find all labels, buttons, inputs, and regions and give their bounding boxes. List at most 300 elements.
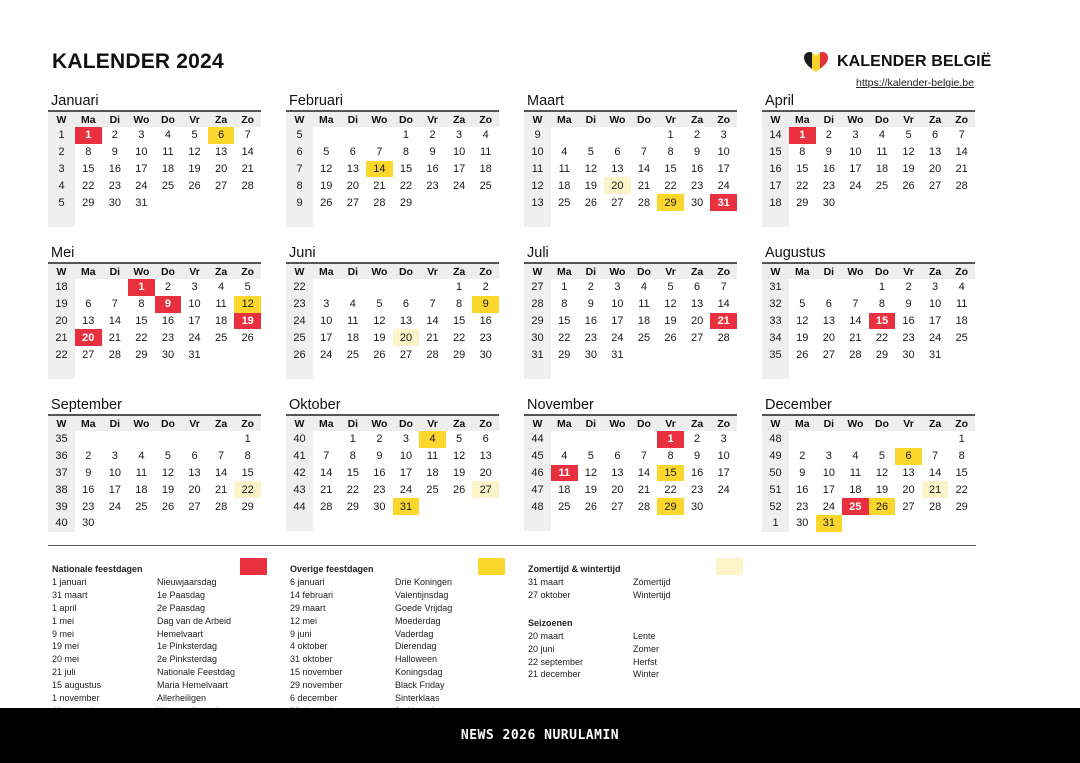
empty-cell	[472, 194, 499, 211]
weekday-header: Zo	[234, 111, 261, 127]
weekday-header: Vr	[419, 263, 446, 279]
day-cell: 9	[799, 466, 806, 479]
day-cell: 15	[955, 466, 968, 479]
day-cell: 14	[426, 314, 439, 327]
day-cell: 10	[822, 466, 835, 479]
weekday-header: Di	[102, 415, 129, 431]
day-cell: 12	[373, 314, 386, 327]
day-cell: 17	[822, 483, 835, 496]
empty-cell	[816, 279, 843, 296]
month-november	[524, 396, 737, 531]
day-cell: 15	[452, 314, 466, 327]
empty-cell	[842, 279, 869, 296]
weekday-header: Do	[393, 415, 420, 431]
day-cell: 31	[928, 348, 942, 361]
day-cell: 31	[816, 515, 843, 532]
day-cell: 20	[479, 466, 492, 479]
empty-cell	[393, 515, 420, 531]
weekday-header: Wo	[366, 263, 393, 279]
week-row	[48, 481, 261, 498]
empty-cell	[842, 211, 869, 227]
empty-cell	[155, 194, 182, 211]
weekday-header: Wo	[842, 415, 869, 431]
day-cell: 19	[452, 466, 466, 479]
legend-row	[52, 653, 267, 666]
week-number: 19	[48, 296, 75, 313]
week-row	[524, 329, 737, 346]
day-cell: 8	[349, 450, 356, 463]
legend-label: Black Friday	[395, 680, 445, 691]
weekday-header: Do	[155, 111, 182, 127]
day-cell: 1	[667, 129, 674, 142]
empty-cell	[551, 431, 578, 448]
weekday-header: Za	[922, 263, 949, 279]
week-number-header: W	[762, 415, 789, 431]
week-number: 28	[524, 296, 551, 313]
day-cell: 18	[161, 162, 175, 175]
day-cell: 6	[208, 127, 235, 144]
empty-cell	[842, 194, 869, 211]
day-cell: 6	[349, 146, 356, 159]
weekday-header: Di	[816, 415, 843, 431]
day-cell: 20	[902, 483, 915, 496]
time-change-swatch	[716, 558, 743, 575]
legend-label: Wintertijd	[633, 589, 671, 600]
legend-row	[290, 640, 505, 653]
belgian-flag-heart-icon	[803, 51, 829, 73]
day-cell: 25	[558, 196, 571, 209]
empty-cell	[102, 279, 129, 296]
empty-cell	[128, 363, 155, 379]
day-cell: 29	[452, 348, 466, 361]
weekday-header: Za	[922, 415, 949, 431]
empty-cell	[419, 498, 446, 515]
week-row	[762, 431, 975, 448]
week-row	[762, 481, 975, 498]
day-cell: 23	[822, 179, 835, 192]
week-number: 1	[762, 515, 789, 532]
day-cell: 12	[188, 146, 201, 159]
day-cell: 16	[108, 162, 121, 175]
empty-cell	[128, 431, 155, 448]
weekday-header: Zo	[472, 415, 499, 431]
day-cell: 16	[426, 162, 439, 175]
empty-cell	[551, 127, 578, 144]
day-cell: 10	[452, 146, 466, 159]
day-cell: 24	[108, 500, 121, 513]
day-cell: 28	[426, 348, 439, 361]
day-cell: 11	[162, 146, 174, 159]
week-number: 45	[524, 448, 551, 465]
empty-cell	[922, 515, 949, 532]
day-cell: 25	[479, 179, 492, 192]
week-number-header: W	[524, 263, 551, 279]
legend-row	[52, 589, 267, 602]
day-cell: 9	[905, 298, 912, 311]
weekday-header: Ma	[75, 263, 102, 279]
legend-date: 22 september	[528, 656, 584, 667]
legend-row	[52, 615, 267, 628]
empty-cell	[710, 363, 737, 379]
day-cell: 6	[932, 129, 939, 142]
empty-cell	[419, 194, 446, 211]
week-number: 14	[762, 127, 789, 144]
weekday-header: Zo	[472, 111, 499, 127]
legend-date: 1 april	[52, 602, 77, 613]
empty-cell	[419, 279, 446, 296]
day-cell: 29	[399, 196, 413, 209]
month-juni	[286, 244, 499, 379]
weekday-header: Wo	[128, 415, 155, 431]
empty-cell	[895, 363, 922, 379]
day-cell: 5	[191, 129, 198, 142]
day-cell: 19	[902, 162, 915, 175]
day-cell: 24	[822, 500, 835, 513]
legend-label: Goede Vrijdag	[395, 602, 453, 613]
empty-cell	[631, 211, 658, 227]
day-cell: 25	[346, 348, 359, 361]
day-cell: 13	[822, 314, 835, 327]
day-cell: 16	[584, 314, 597, 327]
day-cell: 20	[346, 179, 359, 192]
day-cell: 28	[717, 331, 730, 344]
weekday-header: Di	[340, 263, 367, 279]
day-cell: 9	[825, 146, 832, 159]
week-row	[524, 448, 737, 465]
empty-cell	[710, 498, 737, 515]
week-row	[762, 515, 975, 532]
legend-date: 29 november	[290, 680, 343, 691]
weekday-header: Di	[578, 111, 605, 127]
day-cell: 6	[825, 298, 832, 311]
day-cell: 2	[482, 281, 489, 294]
empty-cell	[366, 127, 393, 144]
day-cell: 26	[373, 348, 386, 361]
weekday-header: Di	[816, 111, 843, 127]
week-row	[524, 481, 737, 498]
day-cell: 14	[955, 146, 968, 159]
empty-cell	[684, 211, 711, 227]
day-cell: 24	[717, 483, 730, 496]
empty-cell	[578, 211, 605, 227]
day-cell: 24	[135, 179, 148, 192]
week-number: 24	[286, 313, 313, 330]
weekday-header: Za	[684, 111, 711, 127]
weekday-header: Do	[869, 111, 896, 127]
empty-cell	[604, 515, 631, 531]
empty-cell	[895, 211, 922, 227]
day-cell: 8	[456, 298, 463, 311]
day-cell: 14	[366, 161, 393, 178]
week-row	[48, 346, 261, 363]
week-number: 9	[286, 194, 313, 211]
empty-cell	[922, 211, 949, 227]
day-cell: 22	[875, 331, 889, 344]
empty-cell	[234, 363, 261, 379]
day-cell: 8	[85, 146, 92, 159]
empty-cell	[340, 211, 367, 227]
day-cell: 30	[82, 517, 95, 530]
day-cell: 19	[234, 313, 261, 330]
day-cell: 12	[584, 162, 597, 175]
weekday-header: Ma	[75, 111, 102, 127]
day-cell: 24	[928, 331, 942, 344]
weekday-header: Wo	[604, 415, 631, 431]
week-number-header: W	[48, 415, 75, 431]
empty-cell	[578, 515, 605, 531]
week-row	[48, 465, 261, 482]
day-cell: 15	[241, 466, 254, 479]
week-number-header: W	[48, 263, 75, 279]
day-cell: 29	[346, 500, 359, 513]
week-row	[762, 329, 975, 346]
week-row	[286, 279, 499, 296]
day-cell: 18	[955, 314, 968, 327]
brand-url-link[interactable]: https://kalender-belgie.be	[856, 77, 974, 89]
legend-label: Zomertijd	[633, 577, 671, 587]
week-number: 39	[48, 498, 75, 515]
day-cell: 5	[456, 433, 463, 446]
week-row	[524, 431, 737, 448]
day-cell: 24	[611, 331, 624, 344]
empty-cell	[869, 194, 896, 211]
legend-row	[52, 640, 267, 653]
day-cell: 23	[584, 331, 597, 344]
day-cell: 22	[664, 483, 677, 496]
empty-cell	[657, 363, 684, 379]
day-cell: 21	[426, 331, 439, 344]
day-cell: 27	[611, 196, 624, 209]
empty-cell	[816, 431, 843, 448]
legend-label: 2e Paasdag	[157, 602, 206, 613]
legend-row	[290, 602, 505, 615]
day-cell: 1	[878, 281, 886, 294]
empty-cell	[234, 515, 261, 532]
empty-cell	[789, 363, 816, 379]
day-cell: 23	[82, 500, 95, 513]
legend-row	[52, 576, 267, 589]
day-cell: 21	[241, 162, 254, 175]
legend-date: 1 november	[52, 693, 100, 704]
weekday-header: Vr	[895, 111, 922, 127]
legend-title: Nationale feestdagen	[52, 564, 143, 574]
empty-cell	[472, 211, 499, 227]
legend-label: Winter	[633, 669, 660, 680]
day-cell: 27	[822, 348, 835, 361]
week-number: 25	[286, 329, 313, 346]
weekday-header: Wo	[366, 415, 393, 431]
legend-row	[290, 679, 505, 692]
legend-date: 31 maart	[528, 577, 564, 587]
month-table	[524, 414, 737, 531]
legend-title: Zomertijd & wintertijd	[528, 564, 621, 574]
day-cell: 31	[393, 498, 420, 515]
month-name: Augustus	[765, 245, 826, 261]
day-cell: 19	[161, 483, 175, 496]
week-row	[48, 161, 261, 178]
day-cell: 7	[323, 450, 330, 463]
empty-cell	[684, 363, 711, 379]
week-row	[286, 448, 499, 465]
empty-cell	[948, 194, 975, 211]
legend-label: Moederdag	[395, 615, 441, 626]
week-number: 40	[48, 515, 75, 532]
day-cell: 7	[376, 146, 383, 159]
weekday-header: Zo	[234, 263, 261, 279]
day-cell: 3	[720, 433, 727, 446]
week-number-header: W	[48, 111, 75, 127]
week-number: 40	[286, 431, 313, 448]
day-cell: 7	[958, 129, 965, 142]
week-number: 34	[762, 329, 789, 346]
empty-cell	[869, 211, 896, 227]
day-cell: 4	[878, 129, 886, 142]
other-holiday-swatch	[478, 558, 505, 575]
weekday-header: Ma	[551, 415, 578, 431]
empty-cell	[181, 211, 208, 227]
day-cell: 4	[419, 431, 446, 448]
week-row	[286, 296, 499, 313]
empty-cell	[181, 431, 208, 448]
legend-date: 1 mei	[52, 615, 75, 626]
week-row	[762, 144, 975, 161]
day-cell: 13	[188, 466, 201, 479]
day-cell: 6	[895, 448, 922, 465]
day-cell: 23	[690, 179, 704, 192]
weekday-header: Za	[208, 263, 235, 279]
day-cell: 18	[426, 466, 439, 479]
month-name: December	[765, 397, 832, 413]
day-cell: 5	[587, 146, 594, 159]
legend-row	[52, 679, 267, 692]
day-cell: 9	[587, 298, 594, 311]
legend-national-holidays	[52, 560, 267, 718]
empty-cell	[102, 363, 129, 379]
day-cell: 4	[349, 298, 356, 311]
day-cell: 12	[875, 466, 889, 479]
empty-cell	[366, 279, 393, 296]
legend-title: Overige feestdagen	[290, 564, 374, 574]
empty-cell	[684, 346, 711, 363]
day-cell: 14	[320, 466, 333, 479]
month-name: Juli	[527, 245, 549, 261]
empty-cell	[710, 515, 737, 531]
week-number: 20	[48, 313, 75, 330]
empty-cell	[340, 363, 367, 379]
empty-cell	[313, 431, 340, 448]
week-number: 12	[524, 177, 551, 194]
week-row	[48, 448, 261, 465]
day-cell: 10	[135, 146, 148, 159]
empty-cell	[789, 211, 816, 227]
day-cell: 31	[135, 196, 148, 209]
empty-cell	[208, 515, 235, 532]
empty-cell	[604, 431, 631, 448]
weekday-header: Vr	[657, 263, 684, 279]
legend-date: 20 juni	[528, 643, 555, 654]
day-cell: 18	[479, 162, 492, 175]
day-cell: 3	[932, 281, 939, 294]
day-cell: 8	[244, 450, 251, 463]
week-row	[524, 144, 737, 161]
week-row	[48, 498, 261, 515]
legend-label: Nieuwjaarsdag	[157, 577, 217, 587]
day-cell: 29	[135, 348, 148, 361]
day-cell: 11	[551, 465, 578, 482]
week-number-header: W	[524, 111, 551, 127]
day-cell: 9	[376, 450, 383, 463]
day-cell: 29	[875, 348, 889, 361]
day-cell: 30	[902, 348, 915, 361]
day-cell: 24	[188, 331, 201, 344]
weekday-header: Zo	[948, 111, 975, 127]
week-number: 1	[48, 127, 75, 144]
day-cell: 26	[902, 179, 915, 192]
week-row	[286, 329, 499, 346]
day-cell: 16	[479, 314, 492, 327]
day-cell: 1	[402, 129, 410, 142]
day-cell: 24	[717, 179, 730, 192]
day-cell: 18	[849, 483, 862, 496]
week-number: 18	[762, 194, 789, 211]
empty-cell	[869, 363, 896, 379]
day-cell: 8	[799, 146, 806, 159]
empty-cell	[208, 346, 235, 363]
week-number: 10	[524, 144, 551, 161]
weekday-header: Do	[869, 415, 896, 431]
day-cell: 20	[928, 162, 942, 175]
day-cell: 31	[188, 348, 201, 361]
day-cell: 1	[789, 127, 816, 144]
day-cell: 26	[241, 331, 254, 344]
day-cell: 19	[664, 314, 677, 327]
week-number: 29	[524, 313, 551, 330]
day-cell: 7	[111, 298, 118, 311]
weekday-header: Di	[340, 111, 367, 127]
week-row	[48, 279, 261, 296]
day-cell: 14	[214, 466, 228, 479]
day-cell: 30	[373, 500, 386, 513]
empty-cell	[446, 363, 473, 379]
day-cell: 9	[155, 296, 182, 313]
empty-cell	[657, 346, 684, 363]
day-cell: 13	[611, 162, 624, 175]
week-row	[48, 329, 261, 346]
empty-cell	[472, 498, 499, 515]
legend-label: Maria Hemelvaart	[157, 680, 229, 691]
legend-date: 20 mei	[52, 654, 80, 665]
empty-cell	[446, 194, 473, 211]
day-cell: 4	[138, 450, 145, 463]
day-cell: 11	[955, 298, 968, 311]
day-cell: 4	[561, 146, 568, 159]
week-row	[762, 346, 975, 363]
day-cell: 19	[875, 483, 889, 496]
month-februari	[286, 92, 499, 227]
day-cell: 7	[429, 298, 436, 311]
weekday-header: Vr	[895, 415, 922, 431]
empty-cell	[710, 346, 737, 363]
day-cell: 17	[611, 314, 624, 327]
day-cell: 5	[799, 298, 806, 311]
watermark-bar	[0, 708, 1080, 763]
day-cell: 27	[399, 348, 413, 361]
weekday-header: Zo	[710, 263, 737, 279]
day-cell: 17	[108, 483, 121, 496]
day-cell: 19	[584, 179, 597, 192]
day-cell: 24	[399, 483, 413, 496]
empty-cell	[234, 194, 261, 211]
